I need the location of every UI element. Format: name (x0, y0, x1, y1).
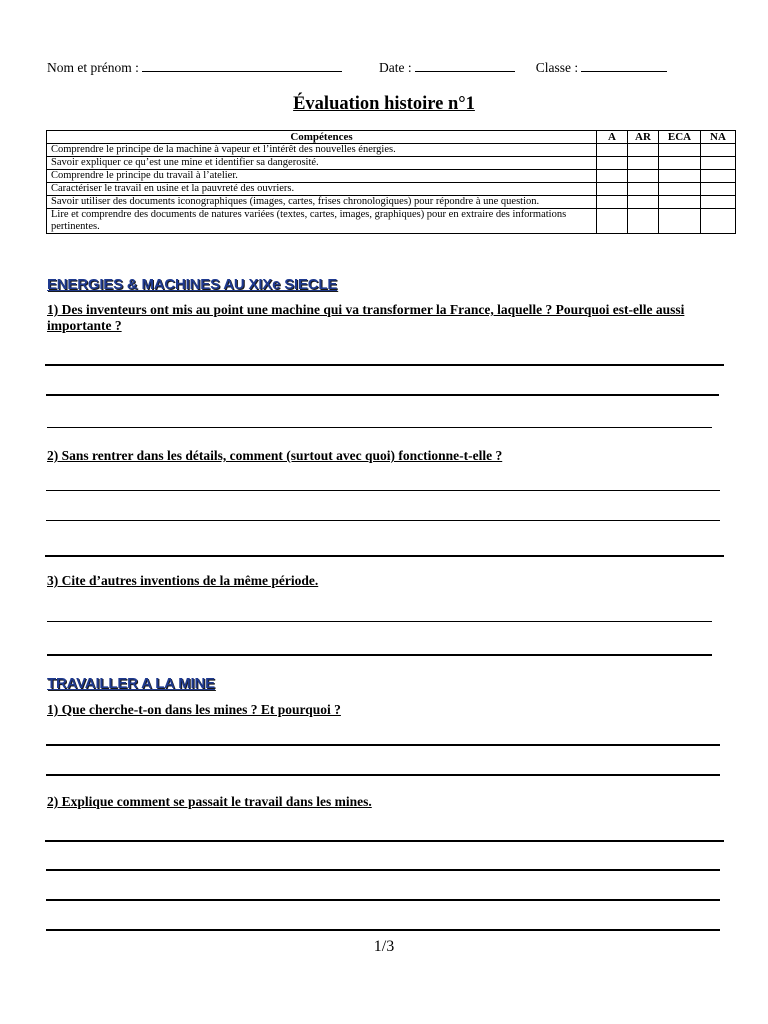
student-info-line (47, 60, 737, 76)
level-cell[interactable] (628, 157, 659, 170)
level-cell[interactable] (597, 144, 628, 157)
table-header-row (47, 131, 736, 144)
answer-line[interactable] (47, 621, 712, 622)
level-cell[interactable] (659, 170, 701, 183)
question-mine-1: 1) Que cherche-t-on dans les mines ? Et pourquoi ? (47, 702, 341, 717)
level-cell[interactable] (701, 209, 736, 234)
level-cell[interactable] (659, 196, 701, 209)
level-cell[interactable] (659, 157, 701, 170)
answer-line[interactable] (46, 869, 720, 871)
competence-text: Savoir utiliser des documents iconographiques (images, cartes, frises chronologiques) pour répondre à une question. (47, 196, 597, 209)
level-cell[interactable] (597, 157, 628, 170)
level-cell[interactable] (701, 183, 736, 196)
table-row (47, 144, 736, 157)
level-header-na: NA (701, 131, 736, 144)
competence-text: Savoir expliquer ce qu’est une mine et identifier sa dangerosité. (47, 157, 597, 170)
answer-line[interactable] (46, 929, 720, 931)
answer-line[interactable] (45, 364, 724, 366)
date-label: Date : (378, 60, 412, 75)
level-cell[interactable] (597, 183, 628, 196)
level-cell[interactable] (701, 157, 736, 170)
level-header-eca: ECA (659, 131, 701, 144)
answer-line[interactable] (46, 490, 720, 491)
level-header-a: A (597, 131, 628, 144)
level-cell[interactable] (659, 209, 701, 234)
class-label: Classe : (535, 60, 579, 75)
competence-text: Comprendre le principe du travail à l’atelier. (47, 170, 597, 183)
competences-table (46, 130, 736, 234)
level-cell[interactable] (628, 196, 659, 209)
answer-line[interactable] (47, 654, 712, 656)
answer-line[interactable] (46, 774, 720, 776)
competence-text: Lire et comprendre des documents de natures variées (textes, cartes, images, graphiques) pour en extraire des informations pertinentes. (47, 209, 597, 234)
level-cell[interactable] (597, 170, 628, 183)
level-cell[interactable] (597, 209, 628, 234)
question-energies-3: 3) Cite d’autres inventions de la même période. (47, 573, 319, 588)
answer-line[interactable] (45, 555, 724, 557)
page-number: 1/3 (373, 938, 395, 955)
answer-line[interactable] (46, 520, 720, 521)
level-cell[interactable] (628, 170, 659, 183)
competences-header: Compétences (47, 131, 597, 144)
competence-text: Comprendre le principe de la machine à vapeur et l’intérêt des nouvelles énergies. (47, 144, 597, 157)
page-title: Évaluation histoire n°1 (293, 94, 475, 114)
section-title-energies: ENERGIES & MACHINES AU XIXe SIECLE (47, 276, 338, 293)
question-energies-2: 2) Sans rentrer dans les détails, comment (surtout avec quoi) fonctionne-t-elle ? (47, 448, 503, 463)
competence-text: Caractériser le travail en usine et la pauvreté des ouvriers. (47, 183, 597, 196)
answer-line[interactable] (46, 394, 719, 396)
level-cell[interactable] (659, 183, 701, 196)
level-cell[interactable] (659, 144, 701, 157)
level-cell[interactable] (701, 144, 736, 157)
level-cell[interactable] (597, 196, 628, 209)
name-label: Nom et prénom : (47, 60, 139, 75)
table-row (47, 170, 736, 183)
answer-line[interactable] (47, 427, 712, 428)
table-row (47, 183, 736, 196)
section-title-mine: TRAVAILLER A LA MINE (47, 675, 215, 692)
level-cell[interactable] (628, 144, 659, 157)
level-cell[interactable] (628, 209, 659, 234)
level-cell[interactable] (701, 170, 736, 183)
level-cell[interactable] (628, 183, 659, 196)
level-cell[interactable] (701, 196, 736, 209)
question-energies-1: 1) Des inventeurs ont mis au point une machine qui va transformer la France, laquelle ? Pourquoi est-elle aussi importante ? (47, 302, 685, 333)
table-row (47, 157, 736, 170)
level-header-ar: AR (628, 131, 659, 144)
table-row (47, 209, 736, 234)
table-row (47, 196, 736, 209)
answer-line[interactable] (45, 840, 724, 842)
answer-line[interactable] (46, 744, 720, 746)
name-field[interactable] (142, 60, 342, 72)
question-mine-2: 2) Explique comment se passait le travail dans les mines. (47, 794, 372, 809)
class-field[interactable] (581, 60, 667, 72)
date-field[interactable] (415, 60, 515, 72)
answer-line[interactable] (46, 899, 720, 901)
